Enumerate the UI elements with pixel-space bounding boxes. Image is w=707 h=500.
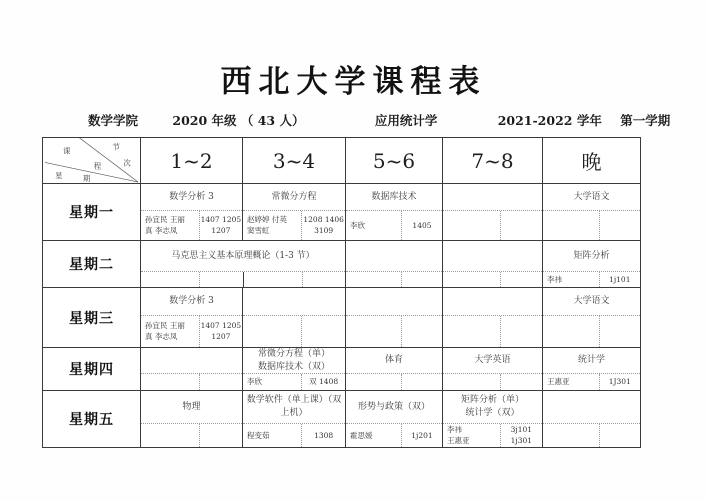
- room-area: [302, 374, 345, 390]
- course-title: [346, 184, 442, 210]
- room-area: [302, 211, 345, 240]
- teacher-area: [243, 374, 302, 390]
- course-title-line: 数学分析 3: [169, 191, 214, 202]
- corner-cell: [43, 138, 141, 184]
- meta-half: [141, 272, 243, 287]
- room-area: [302, 316, 345, 347]
- meta-area: [443, 373, 542, 390]
- meta-area: [243, 373, 345, 390]
- teacher-area: [243, 316, 302, 347]
- course-cell: [243, 348, 346, 391]
- corner-label-period-2: 次: [123, 158, 131, 168]
- teacher-line: 孙宜民 王丽: [145, 214, 185, 224]
- course-title-line: 数据库技术（双）: [257, 361, 330, 372]
- corner-label-course-2: 程: [93, 161, 102, 171]
- meta-area: [346, 315, 442, 347]
- teacher-area: [244, 272, 303, 287]
- course-title-line: 大学英语: [474, 355, 511, 366]
- teacher-line: 窦雪虹: [247, 226, 270, 236]
- corner-label-course-1: 课: [63, 146, 71, 156]
- period-header: 7~8: [443, 138, 543, 184]
- course-cell: [443, 184, 543, 241]
- course-title: [443, 348, 542, 373]
- course-cell: [443, 241, 543, 288]
- course-title: [141, 184, 242, 210]
- course-title-line: 体育: [384, 355, 403, 366]
- course-title-line: 统计学: [577, 355, 605, 366]
- meta-area: [443, 423, 542, 447]
- course-title-line: 形势与政策（双）: [357, 401, 430, 412]
- room-area: [402, 211, 442, 240]
- course-cell: [443, 348, 543, 391]
- course-cell: [141, 288, 243, 348]
- course-title: [243, 288, 345, 315]
- course-title: [443, 184, 542, 210]
- meta-half: [243, 272, 346, 287]
- course-title: [346, 241, 442, 271]
- period-header: 1~2: [141, 138, 243, 184]
- day-label: 星期二: [43, 241, 141, 288]
- meta-area: [243, 210, 345, 240]
- course-title-line: 统计学（双）: [465, 407, 520, 418]
- course-title: [543, 241, 640, 271]
- course-cell: [141, 391, 243, 448]
- course-cell: [243, 391, 346, 448]
- room-area: [402, 316, 442, 347]
- room-area: [501, 211, 542, 240]
- teacher-line: 王惠亚: [447, 436, 470, 446]
- meta-area: [141, 271, 345, 287]
- teacher-line: 李祎: [547, 274, 562, 284]
- teacher-area: [141, 316, 200, 347]
- course-title-line: 大学语文: [573, 296, 610, 307]
- course-cell: [543, 241, 641, 288]
- teacher-line: 赵婷婷 付英: [247, 214, 287, 224]
- meta-area: [543, 210, 640, 240]
- course-cell: [543, 184, 641, 241]
- course-title: [346, 391, 442, 423]
- teacher-area: [243, 424, 302, 447]
- room-area: [302, 424, 345, 447]
- teacher-line: 王惠亚: [547, 377, 570, 387]
- room-area: [600, 272, 640, 287]
- room-line: 1j201: [411, 430, 433, 440]
- course-title: [243, 184, 345, 210]
- room-area: [600, 316, 640, 347]
- day-label: 星期一: [43, 184, 141, 241]
- room-line: 1j301: [510, 436, 533, 446]
- room-area: [200, 272, 242, 287]
- teacher-line: 真 李志凤: [145, 226, 178, 236]
- course-title-line: 数学分析 3: [169, 296, 214, 307]
- course-cell: [243, 288, 346, 348]
- room-line: 1207: [211, 226, 231, 236]
- meta-area: [346, 373, 442, 390]
- course-cell: [141, 184, 243, 241]
- course-title: [543, 391, 640, 423]
- teacher-line: 真 李志凤: [145, 332, 178, 342]
- course-title: [141, 391, 242, 423]
- course-cell: [141, 348, 243, 391]
- teacher-line: 霍思媛: [350, 430, 373, 440]
- meta-area: [141, 210, 242, 240]
- room-area: [501, 374, 542, 390]
- corner-label-week-1: 星: [55, 171, 63, 181]
- room-area: [501, 316, 542, 347]
- period-header: 3~4: [243, 138, 346, 184]
- room-line: 1J301: [608, 377, 631, 387]
- page-title: 西北大学课程表: [220, 64, 487, 100]
- day-label: 星期三: [43, 288, 141, 348]
- course-title: [346, 288, 442, 315]
- meta-area: [141, 373, 242, 390]
- teacher-area: [141, 374, 200, 390]
- course-title: [443, 241, 542, 271]
- teacher-area: [141, 424, 200, 447]
- room-area: [501, 272, 542, 287]
- meta-area: [543, 373, 640, 390]
- teacher-area: [141, 211, 200, 240]
- course-title-line: 常微分方程: [271, 191, 317, 202]
- meta-area: [346, 423, 442, 447]
- meta-area: [141, 315, 242, 347]
- timetable: [42, 137, 641, 448]
- teacher-area: [443, 211, 501, 240]
- meta-area: [141, 423, 242, 447]
- course-cell: [141, 241, 346, 288]
- teacher-area: [443, 316, 501, 347]
- room-area: [303, 272, 345, 287]
- course-title-line: 大学语文: [573, 191, 610, 202]
- meta-area: [543, 315, 640, 347]
- course-title: [443, 391, 542, 423]
- teacher-line: 李欣: [350, 220, 365, 230]
- meta-area: [346, 210, 442, 240]
- meta-area: [443, 210, 542, 240]
- room-line: 1j101: [609, 274, 631, 284]
- course-cell: [543, 391, 641, 448]
- teacher-area: [141, 272, 200, 287]
- room-area: [600, 424, 640, 447]
- corner-label-week-2: 期: [82, 174, 91, 183]
- teacher-line: 李祎: [447, 424, 462, 434]
- course-title: [141, 288, 242, 315]
- course-cell: [346, 184, 443, 241]
- teacher-area: [543, 272, 600, 287]
- subtitle-term: 第一学期: [620, 113, 671, 128]
- teacher-area: [346, 374, 402, 390]
- teacher-line: 李欣: [247, 377, 262, 387]
- period-header: 5~6: [346, 138, 443, 184]
- room-line: 1405: [412, 220, 432, 230]
- course-cell: [443, 288, 543, 348]
- meta-area: [443, 315, 542, 347]
- room-line: 1407 1205: [200, 214, 242, 224]
- room-area: [200, 316, 242, 347]
- day-label: 星期五: [43, 391, 141, 448]
- course-title: [443, 288, 542, 315]
- subtitle-grade: 2020 年级 （ 43 人）: [172, 113, 305, 128]
- room-line: 1207: [211, 332, 231, 342]
- teacher-area: [346, 211, 402, 240]
- course-cell: [346, 391, 443, 448]
- meta-area: [243, 423, 345, 447]
- course-cell: [543, 348, 641, 391]
- room-area: [600, 374, 640, 390]
- course-title-line: 常微分方程（单）: [257, 349, 330, 360]
- teacher-area: [543, 374, 600, 390]
- course-cell: [243, 184, 346, 241]
- subtitle-department: 数学学院: [88, 113, 139, 128]
- room-area: [402, 272, 442, 287]
- room-area: [200, 424, 242, 447]
- course-title: [141, 241, 345, 271]
- day-label: 星期四: [43, 348, 141, 391]
- teacher-area: [346, 424, 402, 447]
- course-title: [543, 184, 640, 210]
- course-title-line: 矩阵分析: [573, 250, 610, 261]
- room-line: 双 1408: [309, 377, 339, 387]
- room-area: [501, 424, 542, 447]
- course-cell: [543, 288, 641, 348]
- teacher-area: [443, 424, 501, 447]
- meta-area: [543, 271, 640, 287]
- period-header: 晚: [543, 138, 641, 184]
- course-title-line: 数学软件（单上课）（双上机）: [246, 395, 342, 418]
- room-area: [200, 211, 242, 240]
- teacher-area: [543, 316, 600, 347]
- meta-area: [243, 315, 345, 347]
- teacher-area: [243, 211, 302, 240]
- corner-label-period-1: 节: [112, 142, 120, 152]
- teacher-area: [543, 424, 600, 447]
- course-title: [543, 348, 640, 373]
- subtitle-major: 应用统计学: [374, 113, 438, 128]
- course-cell: [346, 288, 443, 348]
- teacher-line: 程变茹: [247, 430, 270, 440]
- course-title-line: 马克思主义基本原理概论（1-3 节）: [171, 250, 315, 261]
- teacher-area: [443, 374, 501, 390]
- course-title-line: 数据库技术: [371, 191, 417, 202]
- meta-area: [346, 271, 442, 287]
- subtitle: [88, 111, 670, 129]
- teacher-line: 孙宜民 王丽: [145, 320, 185, 330]
- course-cell: [346, 241, 443, 288]
- course-title-line: 物理: [182, 401, 201, 412]
- course-title: [243, 348, 345, 373]
- meta-area: [543, 423, 640, 447]
- course-title: [346, 348, 442, 373]
- course-cell: [346, 348, 443, 391]
- room-line: 1308: [314, 430, 334, 440]
- course-cell: [443, 391, 543, 448]
- room-area: [402, 424, 442, 447]
- meta-area: [443, 271, 542, 287]
- teacher-area: [543, 211, 600, 240]
- course-title: [243, 391, 345, 423]
- teacher-area: [346, 272, 402, 287]
- room-area: [200, 374, 242, 390]
- corner-diagonal-svg: [43, 138, 140, 183]
- room-line: 1407 1205: [200, 320, 242, 330]
- room-line: 1208 1406: [303, 214, 344, 224]
- room-area: [402, 374, 442, 390]
- course-title: [141, 348, 242, 373]
- teacher-area: [346, 316, 402, 347]
- course-title-line: 矩阵分析（单）: [460, 395, 524, 406]
- course-title: [543, 288, 640, 315]
- room-area: [600, 211, 640, 240]
- room-line: 3j101: [510, 424, 533, 434]
- room-line: 3109: [314, 226, 334, 236]
- subtitle-academic-year: 2021-2022 学年: [497, 113, 602, 128]
- teacher-area: [443, 272, 501, 287]
